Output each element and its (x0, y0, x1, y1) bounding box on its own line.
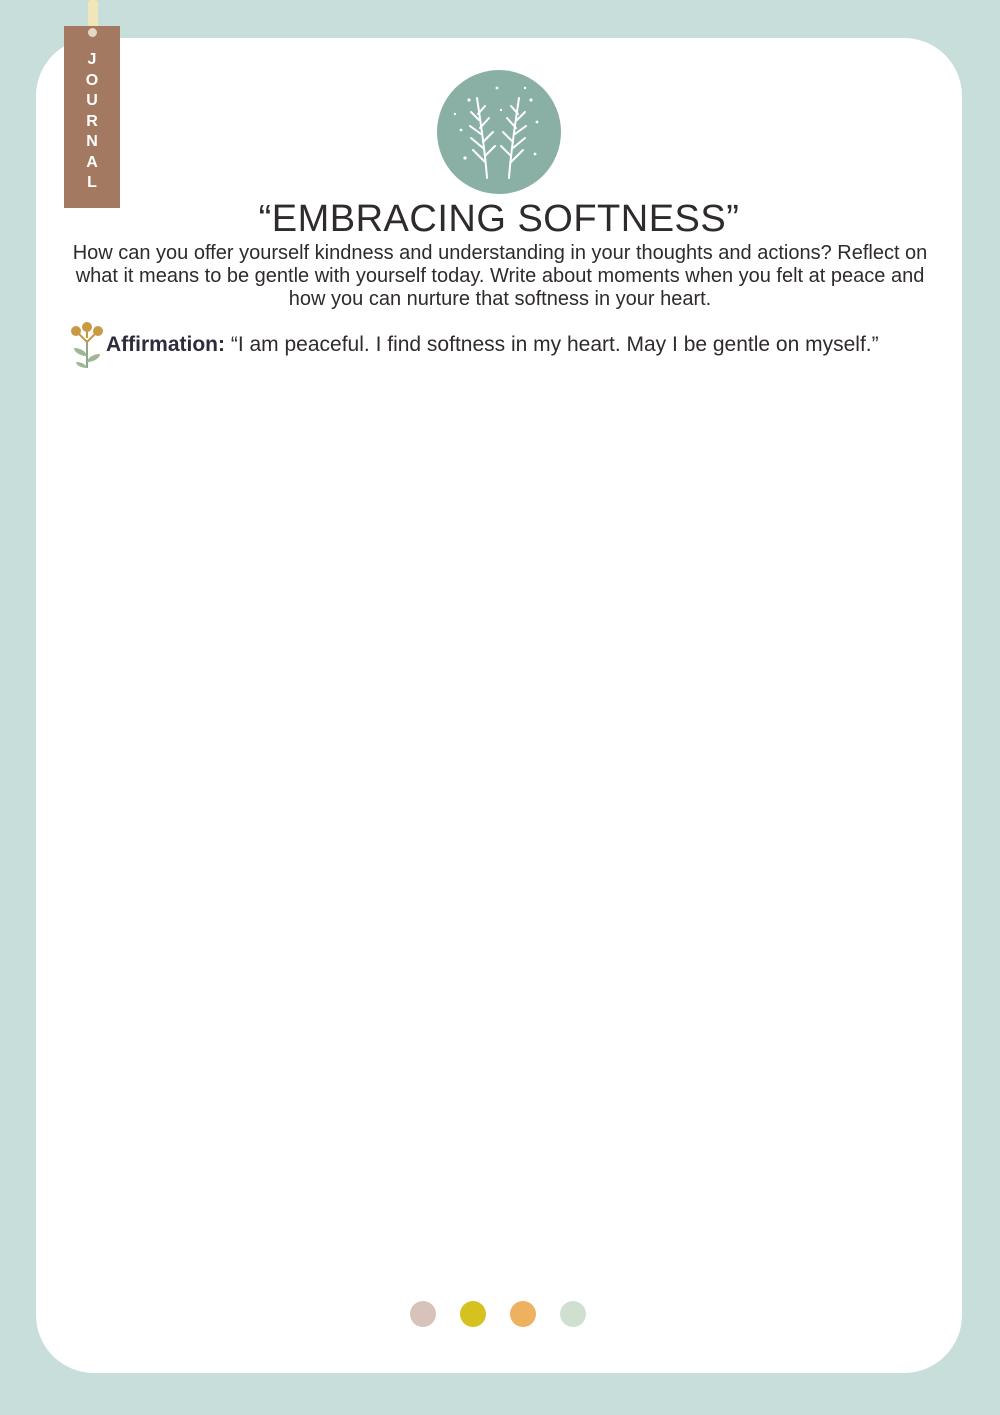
dot-1 (410, 1301, 436, 1327)
dot-2 (460, 1301, 486, 1327)
affirmation (106, 331, 946, 359)
journal-tag-label: J O U R N A L (85, 51, 99, 191)
affirmation-label: Affirmation: (106, 333, 225, 356)
affirmation-text: “I am peaceful. I find softness in my heart. May I be gentle on myself.” (225, 333, 879, 356)
dot-4 (560, 1301, 586, 1327)
flower-sprig-icon (68, 322, 106, 370)
decorative-dots (410, 1301, 586, 1327)
tag-hole (88, 28, 97, 37)
dot-3 (510, 1301, 536, 1327)
journal-prompt: How can you offer yourself kindness and understanding in your thoughts and actions? Reflect on what it means to be gentle with yourself today. Write about moments when you felt at peace and how you can nurture that softness in your heart. (72, 242, 928, 310)
leaf-emblem-icon (437, 70, 561, 194)
page-title: “EMBRACING SOFTNESS” (258, 198, 740, 240)
